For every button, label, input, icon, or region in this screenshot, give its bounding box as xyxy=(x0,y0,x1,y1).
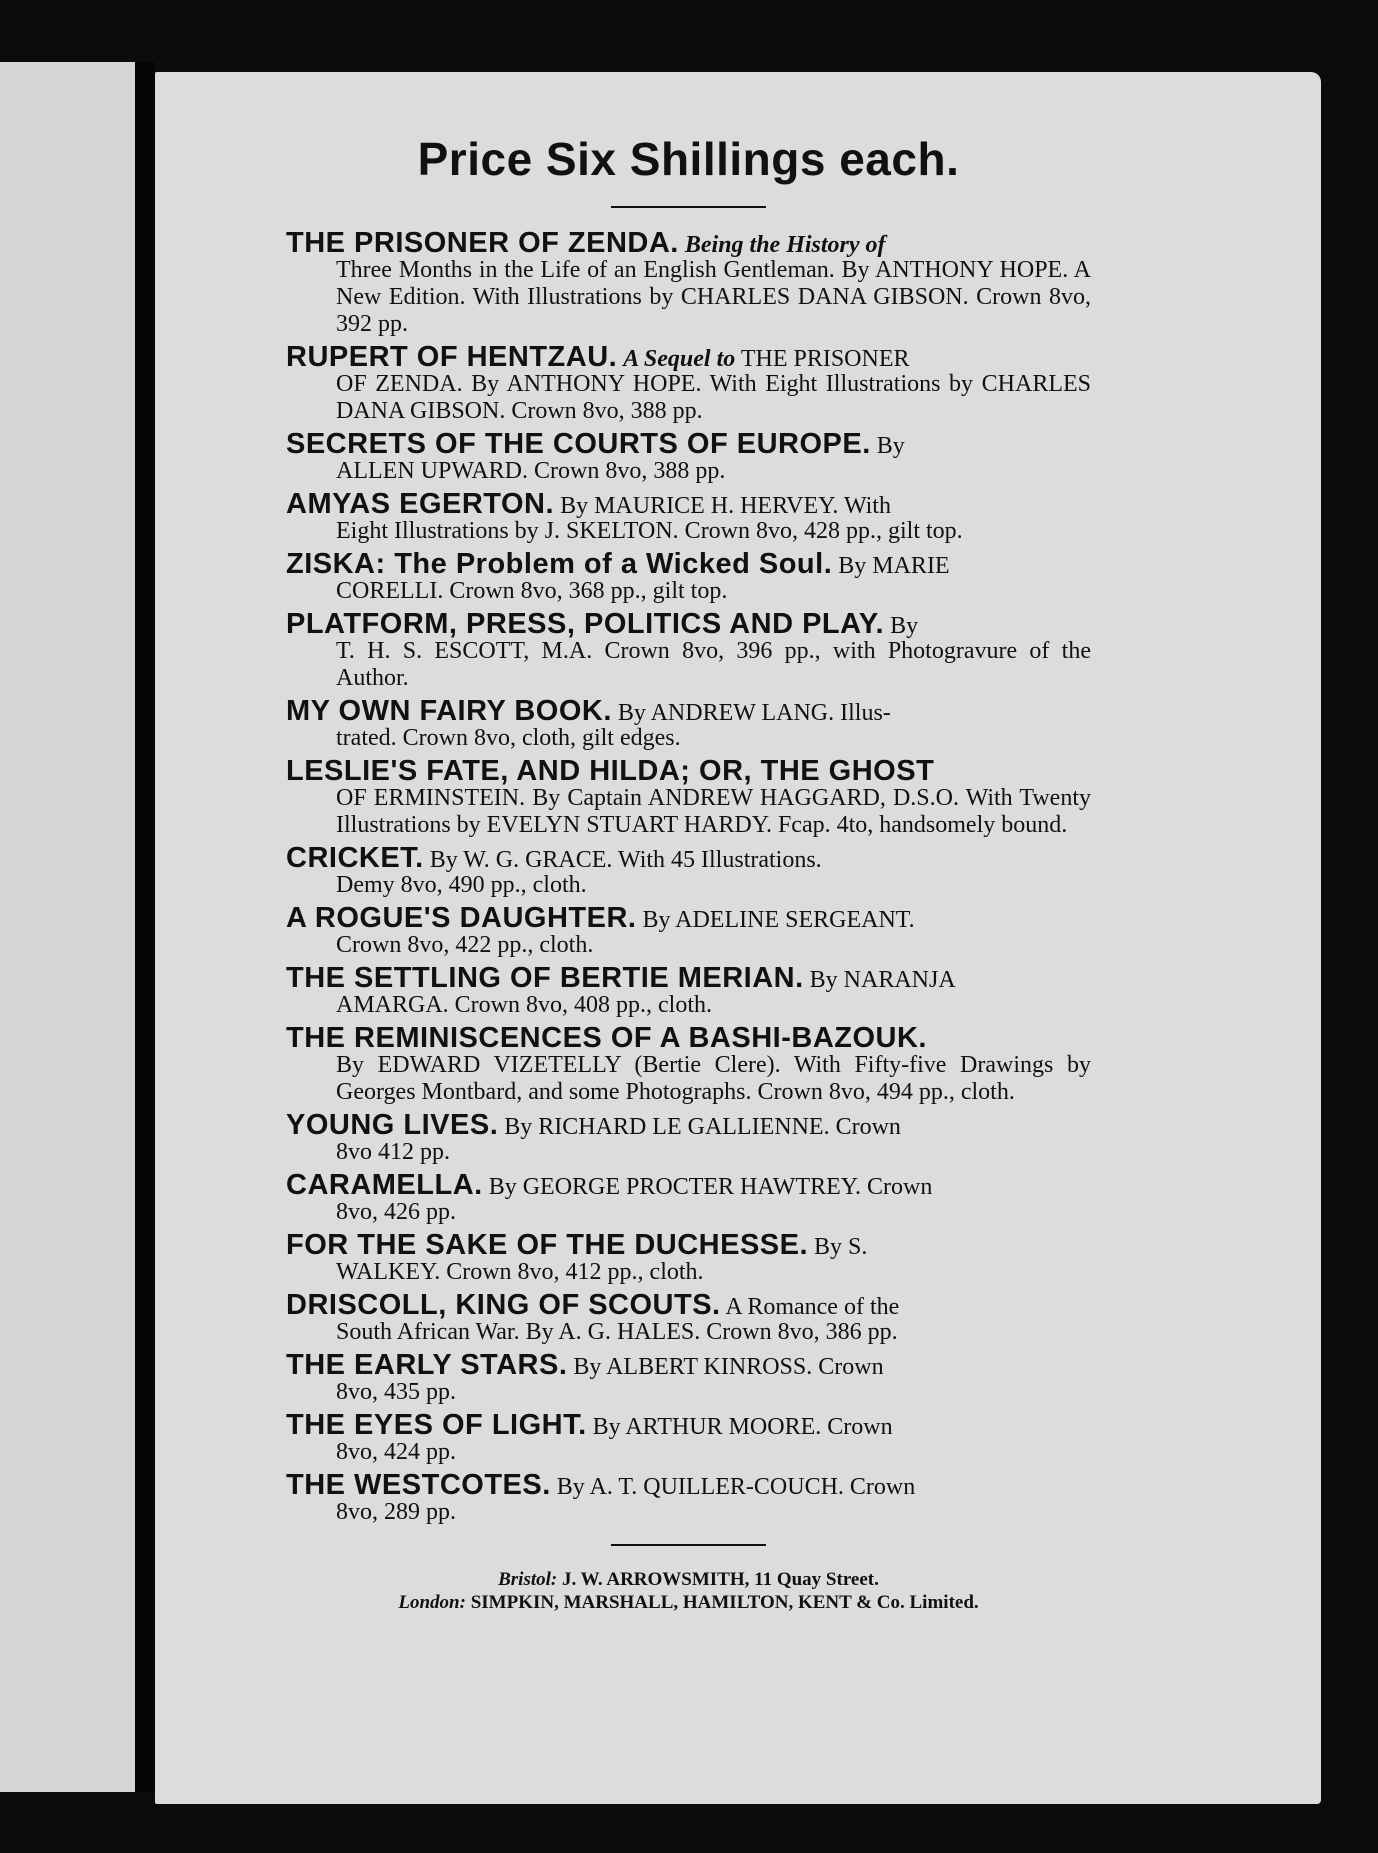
book-title: THE EARLY STARS. xyxy=(286,1349,568,1381)
book-entry xyxy=(286,1109,1091,1166)
book-entry xyxy=(286,1022,1091,1106)
book-details: 8vo, 435 pp. xyxy=(336,1379,456,1405)
book-title: A ROGUE'S DAUGHTER. xyxy=(286,902,637,934)
book-byline: By S. xyxy=(814,1234,868,1260)
book-subtitle: Being the History of xyxy=(684,232,886,258)
book-entry xyxy=(286,548,1091,605)
book-entry xyxy=(286,488,1091,545)
book-title: DRISCOLL, KING OF SCOUTS. xyxy=(286,1289,721,1321)
book-list xyxy=(286,227,1091,1526)
book-details: AMARGA. Crown 8vo, 408 pp., cloth. xyxy=(336,992,712,1018)
book-title: SECRETS OF THE COURTS OF EUROPE. xyxy=(286,428,871,460)
book-byline: By NARANJA xyxy=(809,967,956,993)
book-title: ZISKA: The Problem of a Wicked Soul. xyxy=(286,548,833,580)
book-entry xyxy=(286,755,1091,839)
book-details: 8vo, 289 pp. xyxy=(336,1499,456,1525)
book-title: AMYAS EGERTON. xyxy=(286,488,555,520)
facing-page xyxy=(0,62,135,1792)
imprint-bristol xyxy=(286,1568,1091,1591)
book-title: FOR THE SAKE OF THE DUCHESSE. xyxy=(286,1229,809,1261)
book-title: THE REMINISCENCES OF A BASHI-BAZOUK. xyxy=(286,1022,927,1054)
book-title: RUPERT OF HENTZAU. xyxy=(286,341,618,373)
book-entry xyxy=(286,1409,1091,1466)
imprint-text: J. W. ARROWSMITH, 11 Quay Street. xyxy=(561,1569,879,1590)
book-title: PLATFORM, PRESS, POLITICS AND PLAY. xyxy=(286,608,885,640)
book-entry xyxy=(286,1469,1091,1526)
book-subtitle: A Sequel to xyxy=(623,346,736,372)
book-byline: By W. G. GRACE. With 45 Illustrations. xyxy=(429,847,822,873)
book-entry xyxy=(286,842,1091,899)
book-byline: By ADELINE SERGEANT. xyxy=(642,907,915,933)
book-entry xyxy=(286,428,1091,485)
book-entry xyxy=(286,695,1091,752)
book-byline: By ARTHUR MOORE. Crown xyxy=(592,1414,893,1440)
page-content xyxy=(286,132,1091,1614)
book-byline: By xyxy=(876,433,905,459)
book-details: Crown 8vo, 422 pp., cloth. xyxy=(336,932,594,958)
book-details: 8vo, 426 pp. xyxy=(336,1199,456,1225)
book-title: MY OWN FAIRY BOOK. xyxy=(286,695,612,727)
book-details: CORELLI. Crown 8vo, 368 pp., gilt top. xyxy=(336,578,728,604)
book-entry xyxy=(286,341,1091,425)
book-title: THE PRISONER OF ZENDA. xyxy=(286,227,679,259)
book-byline: By GEORGE PROCTER HAWTREY. Crown xyxy=(488,1174,933,1200)
book-byline: THE PRISONER xyxy=(740,346,910,372)
book-details: Three Months in the Life of an English Gentleman. By ANTHONY HOPE. A New Edition. With Illustrations by CHARLES DANA GIBSON. Crown 8vo, 392 pp. xyxy=(336,257,1091,337)
book-entry xyxy=(286,1349,1091,1406)
book-details: OF ZENDA. By ANTHONY HOPE. With Eight Illustrations by CHARLES DANA GIBSON. Crown 8vo, 388 pp. xyxy=(336,371,1091,424)
page-title: Price Six Shillings each. xyxy=(417,133,960,185)
book-entry xyxy=(286,902,1091,959)
advertisement-page xyxy=(155,72,1321,1804)
book-details: ALLEN UPWARD. Crown 8vo, 388 pp. xyxy=(336,458,726,484)
book-details: South African War. By A. G. HALES. Crown 8vo, 386 pp. xyxy=(336,1319,898,1345)
book-title: LESLIE'S FATE, AND HILDA; OR, THE GHOST xyxy=(286,755,935,787)
book-title: YOUNG LIVES. xyxy=(286,1109,499,1141)
book-byline: By ANDREW LANG. Illus- xyxy=(617,700,891,726)
footer-rule xyxy=(611,1544,766,1546)
book-details: 8vo 412 pp. xyxy=(336,1139,450,1165)
book-entry xyxy=(286,1229,1091,1286)
book-byline: By MARIE xyxy=(838,553,950,579)
book-byline: By A. T. QUILLER-COUCH. Crown xyxy=(556,1474,916,1500)
imprint-london xyxy=(286,1591,1091,1614)
book-byline: By ALBERT KINROSS. Crown xyxy=(573,1354,884,1380)
book-byline: By xyxy=(890,613,919,639)
book-title: CRICKET. xyxy=(286,842,424,874)
book-details: 8vo, 424 pp. xyxy=(336,1439,456,1465)
imprint xyxy=(286,1568,1091,1614)
book-title: CARAMELLA. xyxy=(286,1169,483,1201)
book-details: WALKEY. Crown 8vo, 412 pp., cloth. xyxy=(336,1259,704,1285)
book-entry xyxy=(286,227,1091,338)
book-details: OF ERMINSTEIN. By Captain ANDREW HAGGARD, D.S.O. With Twenty Illustrations by EVELYN STUART HARDY. Fcap. 4to, handsomely bound. xyxy=(336,785,1091,838)
book-byline: By RICHARD LE GALLIENNE. Crown xyxy=(504,1114,901,1140)
book-entry xyxy=(286,1169,1091,1226)
book-details: Eight Illustrations by J. SKELTON. Crown 8vo, 428 pp., gilt top. xyxy=(336,518,963,544)
book-entry xyxy=(286,608,1091,692)
book-details: trated. Crown 8vo, cloth, gilt edges. xyxy=(336,725,681,751)
imprint-place: London: xyxy=(398,1592,466,1613)
book-entry xyxy=(286,1289,1091,1346)
book-title: THE SETTLING OF BERTIE MERIAN. xyxy=(286,962,804,994)
book-title: THE WESTCOTES. xyxy=(286,1469,551,1501)
book-byline: By MAURICE H. HERVEY. With xyxy=(560,493,891,519)
book-details: By EDWARD VIZETELLY (Bertie Clere). With Fifty-five Drawings by Georges Montbard, and some Photographs. Crown 8vo, 494 pp., cloth. xyxy=(336,1052,1091,1105)
book-byline: A Romance of the xyxy=(725,1294,900,1320)
book-details: Demy 8vo, 490 pp., cloth. xyxy=(336,872,587,898)
book-entry xyxy=(286,962,1091,1019)
book-gutter xyxy=(135,62,155,1792)
imprint-text: SIMPKIN, MARSHALL, HAMILTON, KENT & Co. Limited. xyxy=(470,1592,979,1613)
imprint-place: Bristol: xyxy=(498,1569,558,1590)
title-rule xyxy=(611,206,766,208)
book-details: T. H. S. ESCOTT, M.A. Crown 8vo, 396 pp., with Photogravure of the Author. xyxy=(336,638,1091,691)
book-title: THE EYES OF LIGHT. xyxy=(286,1409,587,1441)
